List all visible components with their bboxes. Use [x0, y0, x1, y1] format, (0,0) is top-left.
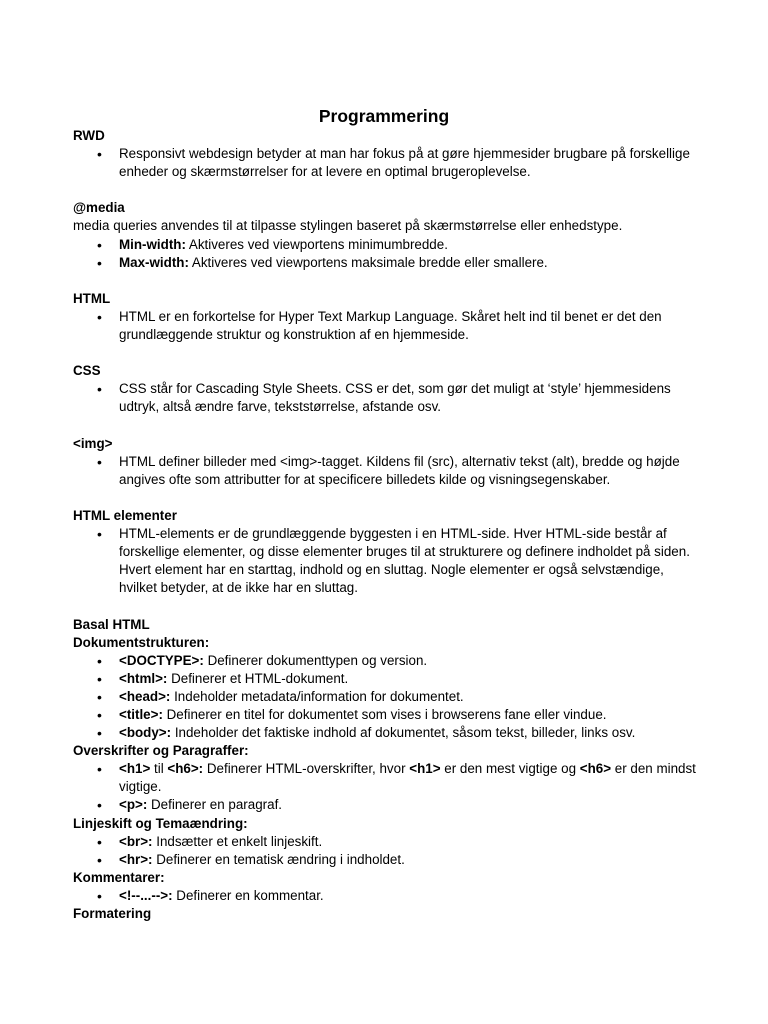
- list-rwd: [73, 145, 703, 181]
- list-html-elementer: [73, 525, 703, 597]
- term: <br>:: [119, 833, 153, 849]
- term: <body>:: [119, 725, 172, 741]
- term: <html>:: [119, 670, 168, 686]
- subheading-linjeskift: Linjeskift og Temaændring:: [73, 815, 248, 831]
- document-body: [73, 127, 703, 923]
- list-item: • HTML er en forkortelse for Hyper Text Markup Language. Skåret helt ind til benet er det den grundlæggende struktur og konstruktion af en hjemmeside.: [73, 308, 703, 344]
- list-item: • HTML definer billeder med <img>-tagget. Kildens fil (src), alternativ tekst (alt), bredde og højde angives ofte som attributter for at specificere billedets kilde og visningsegenskaber.: [73, 453, 703, 489]
- list-media: [73, 236, 703, 272]
- list-item: [73, 706, 703, 724]
- heading-rwd: RWD: [73, 128, 105, 143]
- heading-html: HTML: [73, 290, 111, 306]
- list-item: [73, 254, 703, 272]
- term: <hr>:: [119, 851, 153, 867]
- term: <DOCTYPE>:: [119, 652, 204, 668]
- list-html: [73, 308, 703, 344]
- description: Definerer et HTML-dokument.: [167, 670, 349, 686]
- heading-basal-html: Basal HTML: [73, 616, 150, 632]
- description: Definerer dokumenttypen og version.: [203, 652, 428, 668]
- list-item: [73, 236, 703, 254]
- description: Definerer en paragraf.: [147, 797, 283, 813]
- list-item: [73, 688, 703, 706]
- description: Definerer en kommentar.: [172, 887, 324, 903]
- term: <h6>:: [167, 761, 204, 777]
- heading-img: <img>: [73, 435, 113, 451]
- list-overskrifter: [73, 760, 703, 814]
- description: Indeholder metadata/information for dokumentet.: [170, 688, 464, 704]
- list-item: [73, 796, 703, 814]
- term: Max-width:: [119, 254, 189, 270]
- list-item: [73, 851, 703, 869]
- subheading-overskrifter: Overskrifter og Paragraffer:: [73, 743, 249, 759]
- description: Definerer en titel for dokumentet som vises i browserens fane eller vindue.: [162, 707, 607, 722]
- term: <h1>: [119, 761, 151, 777]
- description: Aktiveres ved viewportens maksimale bredde eller smallere.: [188, 254, 548, 270]
- list-item: • HTML-elements er de grundlæggende byggesten i en HTML-side. Hver HTML-side består af forskellige elementer, og disse elementer bruges til at strukturere og definere indholdet på siden. Hvert element har en starttag, indhold og en sluttag. Nogle elementer er også selvstændige, hvilket betyder, at de ikke har en sluttag.: [73, 525, 703, 597]
- heading-media: @media: [73, 200, 125, 216]
- list-dokumentstrukturen: [73, 652, 703, 742]
- list-item: • <h1> til <h6>: Definerer HTML-overskrifter, hvor <h1> er den mest vigtige og <h6> er den mindst vigtige.: [73, 760, 703, 796]
- list-item: [73, 887, 703, 905]
- document-title: Programmering: [318, 106, 450, 126]
- term: <h6>: [579, 761, 612, 777]
- list-item: [73, 724, 703, 742]
- list-kommentarer: [73, 887, 703, 905]
- heading-css: CSS: [73, 363, 101, 379]
- subheading-kommentarer: Kommentarer:: [73, 869, 165, 885]
- term: <head>:: [119, 688, 171, 704]
- list-item: [73, 670, 703, 688]
- term: <p>:: [119, 797, 148, 813]
- term: <!--...-->:: [119, 887, 173, 903]
- subheading-formatering: Formatering: [73, 906, 152, 922]
- list-item: • CSS står for Cascading Style Sheets. CSS er det, som gør det muligt at ‘style’ hjemmesidens udtryk, altså ændre farve, tekststørrelse, afstande osv.: [73, 380, 703, 416]
- description: Indeholder det faktiske indhold af dokumentet, såsom tekst, billeder, links osv.: [171, 725, 636, 741]
- term: <title>:: [119, 707, 163, 722]
- paragraph-media-intro: media queries anvendes til at tilpasse stylingen baseret på skærmstørrelse eller enhedstype.: [73, 218, 623, 234]
- list-item: • Responsivt webdesign betyder at man har fokus på at gøre hjemmesider brugbare på forskellige enheder og skærmstørrelser for at levere en optimal brugeroplevelse.: [73, 145, 703, 181]
- term: <h1>: [409, 761, 441, 777]
- list-css: [73, 380, 703, 416]
- list-item: [73, 652, 703, 670]
- list-linjeskift: [73, 833, 703, 869]
- heading-html-elementer: HTML elementer: [73, 507, 177, 523]
- list-item: [73, 833, 703, 851]
- description: Indsætter et enkelt linjeskift.: [152, 833, 323, 849]
- list-img: [73, 453, 703, 489]
- term: Min-width:: [119, 236, 186, 252]
- subheading-dokumentstrukturen: Dokumentstrukturen:: [73, 634, 210, 650]
- description: Aktiveres ved viewportens minimumbredde.: [185, 236, 448, 252]
- description: Definerer en tematisk ændring i indholdet.: [152, 851, 405, 867]
